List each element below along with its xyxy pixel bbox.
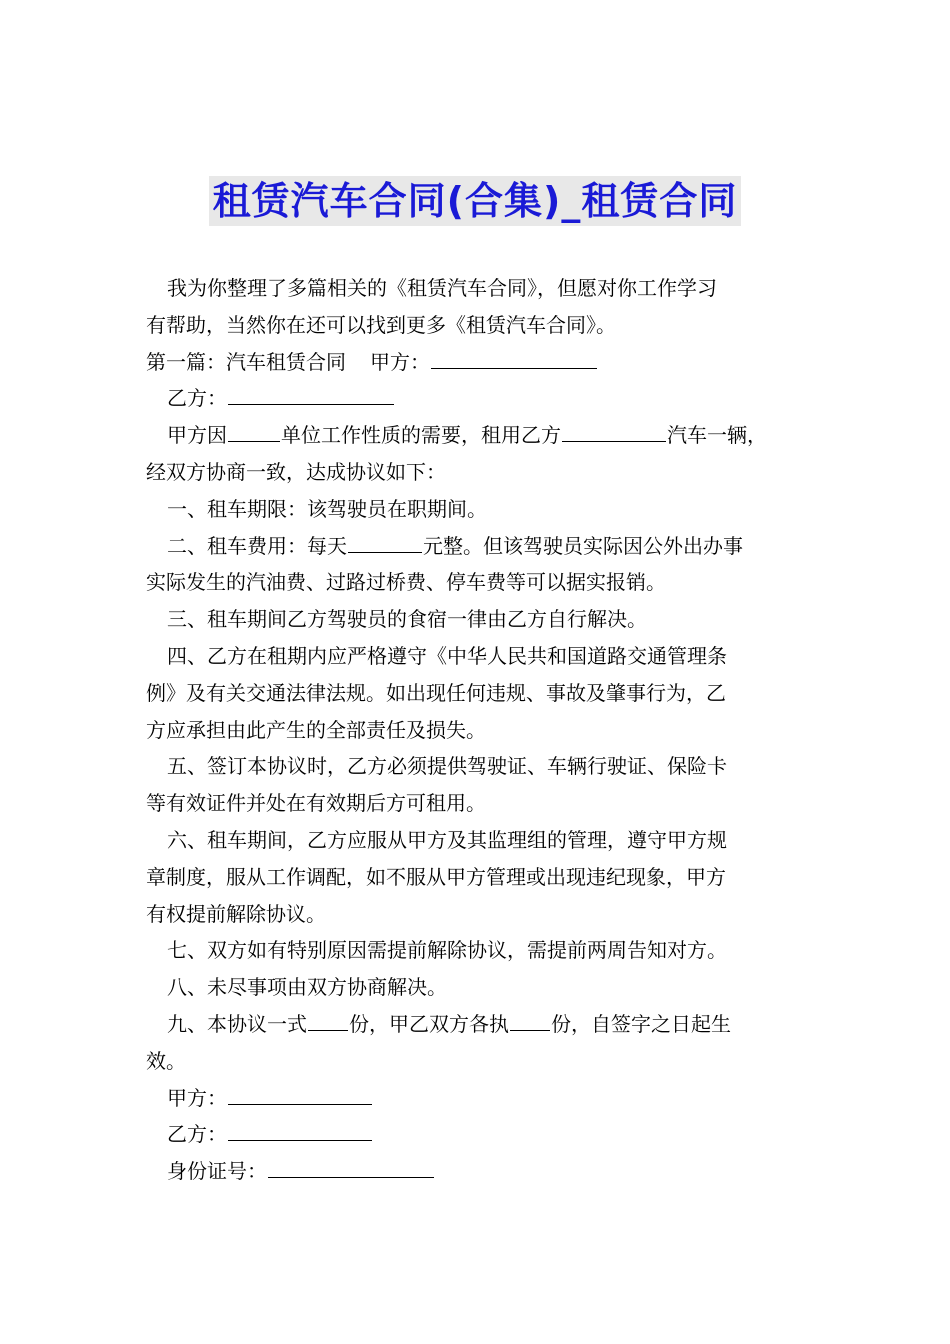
preamble-line-2: 经双方协商一致，达成协议如下： xyxy=(146,459,446,484)
signature-party-a-label: 甲方： xyxy=(167,1085,227,1110)
intro-line-2: 有帮助，当然你在还可以找到更多《租赁汽车合同》。 xyxy=(146,312,616,337)
clause-9-text-b: 份，甲乙双方各执 xyxy=(349,1011,509,1036)
party-a-blank xyxy=(431,350,597,369)
clause-5-line-1: 五、签订本协议时，乙方必须提供驾驶证、车辆行驶证、保险卡 xyxy=(167,754,727,779)
vehicle-blank xyxy=(562,423,666,442)
signature-id-label: 身份证号： xyxy=(167,1159,267,1184)
clause-4-line-2: 例》及有关交通法律法规。如出现任何违规、事故及肇事行为，乙 xyxy=(146,680,726,705)
copies-blank xyxy=(308,1012,348,1031)
clause-6-line-2: 章制度，服从工作调配，如不服从甲方管理或出现违纪现象，甲方 xyxy=(146,864,726,889)
daily-fee-blank xyxy=(348,534,422,553)
party-b-line xyxy=(146,380,810,417)
document-body xyxy=(146,270,810,1190)
party-a-label: 甲方： xyxy=(370,349,430,374)
signature-party-a-blank xyxy=(228,1086,372,1105)
clause-9-line-1 xyxy=(146,1006,810,1043)
section-heading: 第一篇：汽车租赁合同 xyxy=(146,349,346,374)
preamble-text-b: 单位工作性质的需要，租用乙方 xyxy=(281,423,561,448)
clause-2-line-2: 实际发生的汽油费、过路过桥费、停车费等可以据实报销。 xyxy=(146,570,666,595)
clause-4-line-3: 方应承担由此产生的全部责任及损失。 xyxy=(146,717,486,742)
signature-party-a xyxy=(146,1080,810,1117)
signature-id-blank xyxy=(268,1159,434,1178)
clause-5-line-2: 等有效证件并处在有效期后方可租用。 xyxy=(146,791,486,816)
signature-id xyxy=(146,1153,810,1190)
clause-7: 七、双方如有特别原因需提前解除协议，需提前两周告知对方。 xyxy=(167,938,727,963)
section-heading-line xyxy=(146,344,810,381)
clause-2-text-b: 元整。但该驾驶员实际因公外出办事 xyxy=(423,533,743,558)
clause-9-text-c: 份，自签字之日起生 xyxy=(551,1011,731,1036)
clause-4-line-1: 四、乙方在租期内应严格遵守《中华人民共和国道路交通管理条 xyxy=(167,643,727,668)
each-copies-blank xyxy=(510,1012,550,1031)
signature-party-b xyxy=(146,1116,810,1153)
signature-party-b-blank xyxy=(228,1122,372,1141)
clause-9-line-2: 效。 xyxy=(146,1048,186,1073)
document-title: 租赁汽车合同(合集)_租赁合同 xyxy=(209,176,742,226)
intro-line-1: 我为你整理了多篇相关的《租赁汽车合同》，但愿对你工作学习 xyxy=(167,276,717,300)
preamble-text-c: 汽车一辆， xyxy=(667,423,767,448)
preamble-text-a: 甲方因 xyxy=(167,423,227,448)
party-b-blank xyxy=(228,386,394,405)
clause-6-line-3: 有权提前解除协议。 xyxy=(146,901,326,926)
clause-6-line-1: 六、租车期间，乙方应服从甲方及其监理组的管理，遵守甲方规 xyxy=(167,827,727,852)
clause-2-line-1 xyxy=(146,528,810,565)
clause-2-text-a: 二、租车费用：每天 xyxy=(167,533,347,558)
preamble-line-1 xyxy=(146,417,810,454)
clause-8: 八、未尽事项由双方协商解决。 xyxy=(167,975,447,1000)
clause-1: 一、租车期限：该驾驶员在职期间。 xyxy=(167,496,487,521)
title-container xyxy=(0,176,950,226)
clause-3: 三、租车期间乙方驾驶员的食宿一律由乙方自行解决。 xyxy=(167,607,647,632)
signature-party-b-label: 乙方： xyxy=(167,1122,227,1147)
clause-9-text-a: 九、本协议一式 xyxy=(167,1011,307,1036)
party-b-label: 乙方： xyxy=(167,386,227,411)
unit-blank xyxy=(228,423,280,442)
